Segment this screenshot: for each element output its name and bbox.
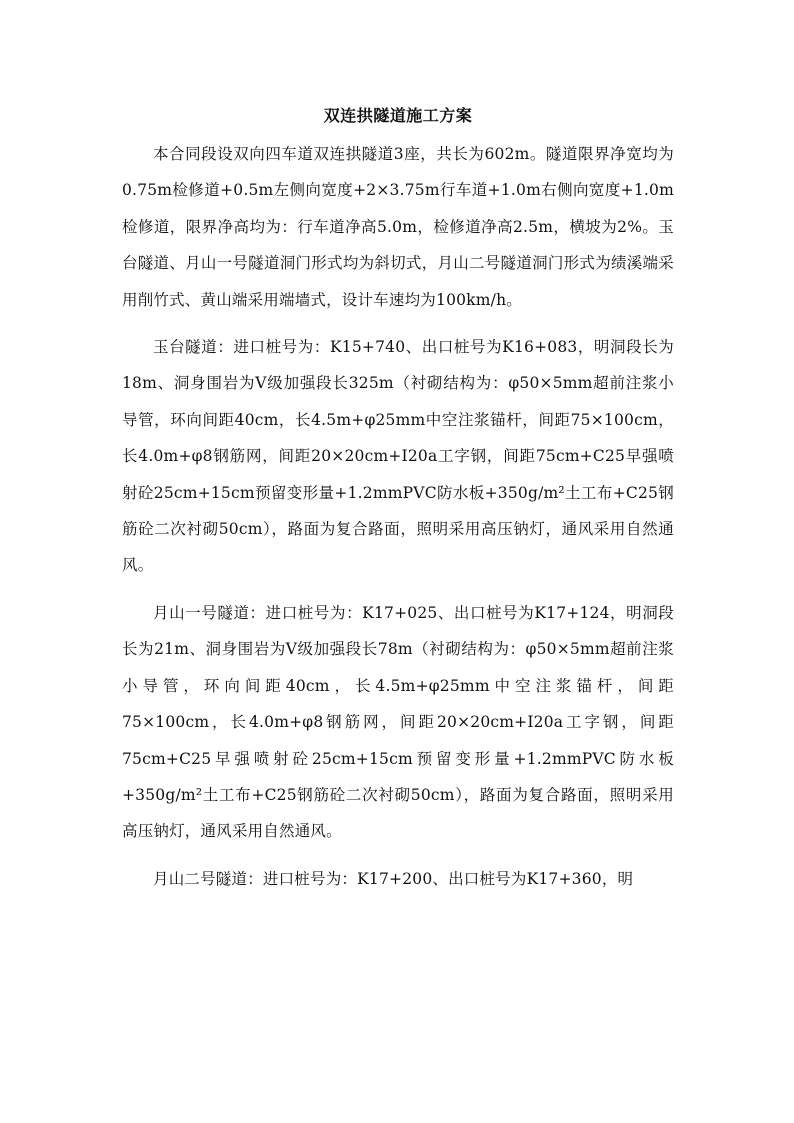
paragraph-yueshan-tunnel-2: 月山二号隧道：进口桩号为：K17+200、出口桩号为K17+360，明 [153, 869, 634, 888]
document-title: 双连拱隧道施工方案 [323, 106, 473, 125]
document-page [122, 100, 674, 897]
paragraph-yueshan-tunnel-1: 月山一号隧道：进口桩号为：K17+025、出口桩号为K17+124，明洞段长为21m、洞身围岩为Ⅴ级加强段长78m（衬砌结构为：φ50×5mm超前注浆小导管，环向间距40cm，长4.5m+φ25mm中空注浆锚杆，间距75×100cm，长4.0m+φ8钢筋网，间距20×20cm+I20a工字钢，间距75cm+C25早强喷射砼25cm+15cm预留变形量+1.2mmPVC防水板+350g/m²土工布+C25钢筋砼二次衬砌50cm），路面为复合路面，照明采用高压钠灯，通风采用自然通风。 [122, 603, 674, 841]
paragraph-overview: 本合同段设双向四车道双连拱隧道3座，共长为602m。隧道限界净宽均为0.75m检修道+0.5m左侧向宽度+2×3.75m行车道+1.0m右侧向宽度+1.0m检修道，限界净高均为：行车道净高5.0m，检修道净高2.5m，横坡为2%。玉台隧道、月山一号隧道洞门形式均为斜切式，月山二号隧道洞门形式为绩溪端采用削竹式、黄山端采用端墙式，设计车速均为100km/h。 [122, 145, 674, 309]
paragraph-yutai-tunnel: 玉台隧道：进口桩号为：K15+740、出口桩号为K16+083，明洞段长为18m、洞身围岩为Ⅴ级加强段长325m（衬砌结构为：φ50×5mm超前注浆小导管，环向间距40cm，长4.5m+φ25mm中空注浆锚杆，间距75×100cm，长4.0m+φ8钢筋网，间距20×20cm+I20a工字钢，间距75cm+C25早强喷射砼25cm+15cm预留变形量+1.2mmPVC防水板+350g/m²土工布+C25钢筋砼二次衬砌50cm），路面为复合路面，照明采用高压钠灯，通风采用自然通风。 [122, 338, 674, 575]
